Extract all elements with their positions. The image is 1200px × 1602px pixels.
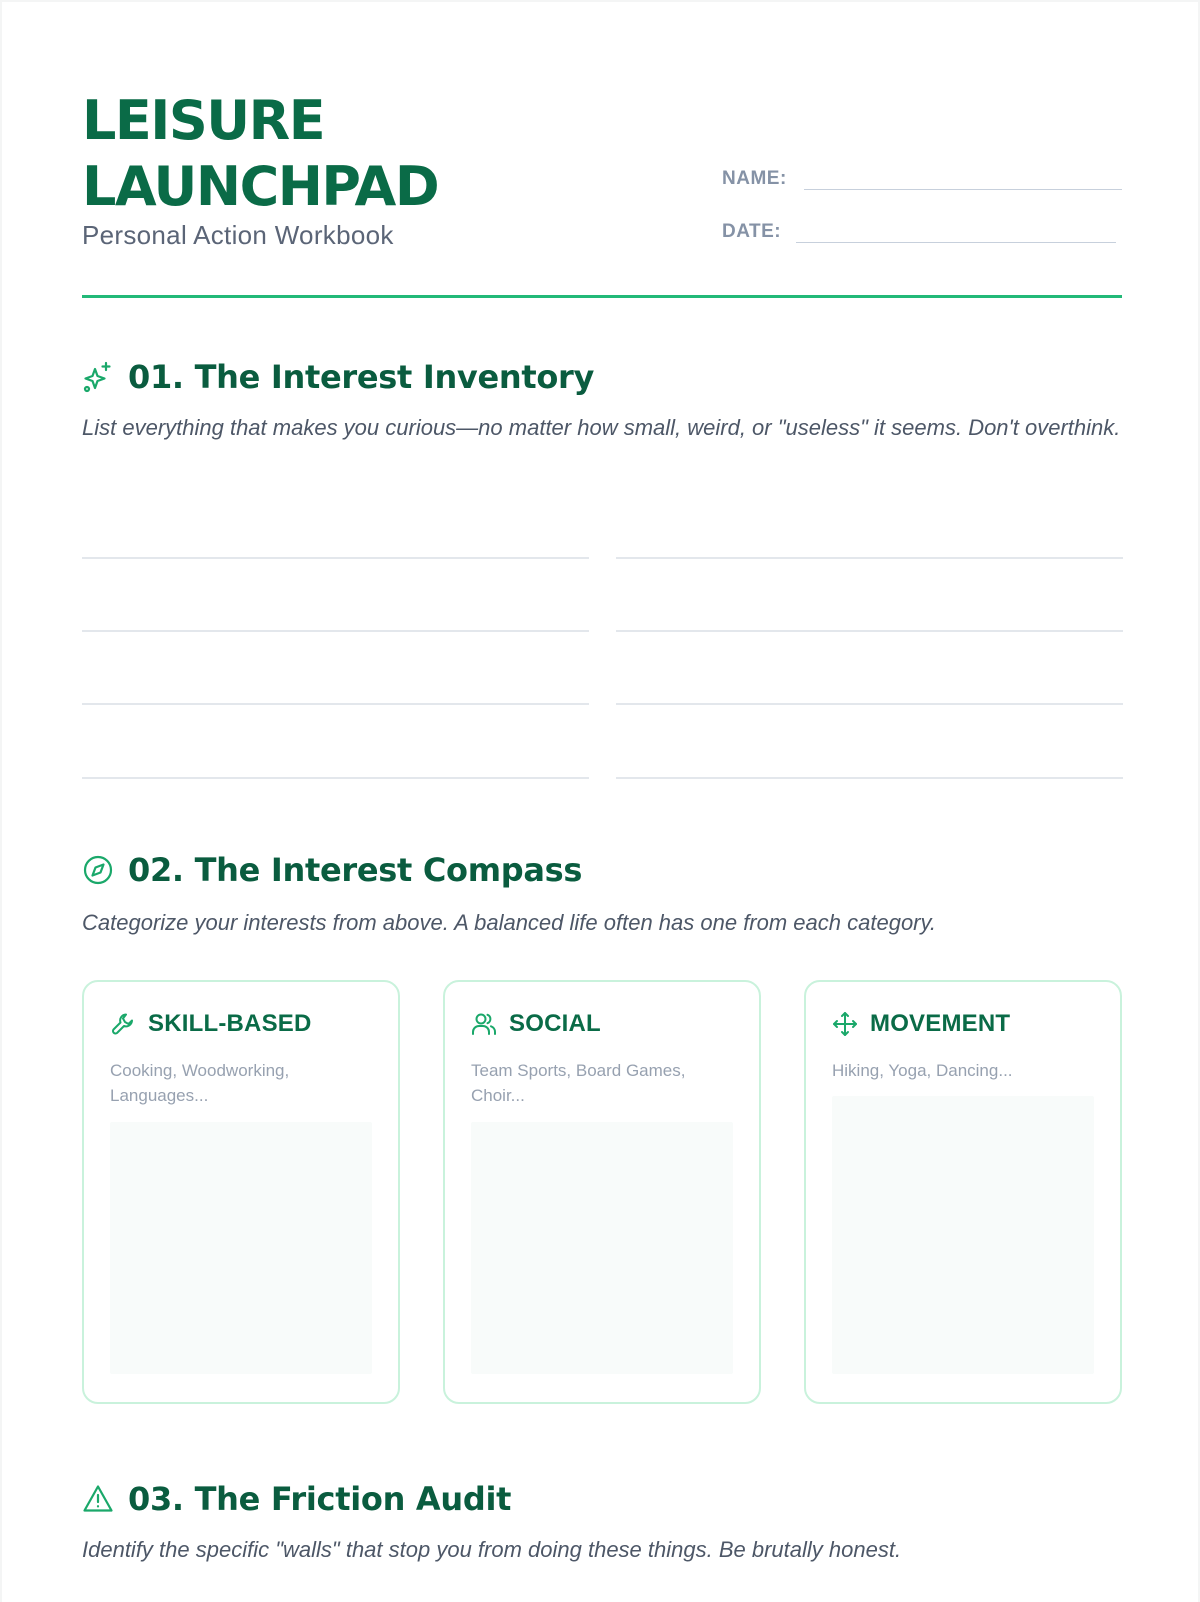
card-heading [110,1010,312,1038]
move-arrows-icon [832,1011,858,1037]
card-writing-area[interactable] [832,1096,1094,1374]
compass-icon [82,854,114,886]
compass-card-movement [804,980,1122,1404]
card-writing-area[interactable] [471,1122,733,1374]
section-3-description: Identify the specific "walls" that stop you from doing these things. Be brutally honest. [82,1537,902,1562]
section-1-heading [82,358,594,396]
inventory-line[interactable] [82,557,589,559]
inventory-line[interactable] [616,777,1123,779]
card-title: SKILL-BASED [148,1010,312,1037]
workbook-page [2,2,1198,1602]
inventory-line[interactable] [82,777,589,779]
page-subtitle: Personal Action Workbook [82,220,394,250]
title-line-1: LEISURE [82,89,325,152]
section-2-title: 02. The Interest Compass [128,851,583,889]
title-line-2: LAUNCHPAD [82,155,439,218]
card-title: MOVEMENT [870,1010,1011,1037]
header-divider [82,295,1122,298]
sparkles-icon [82,361,114,393]
card-examples: Team Sports, Board Games, Choir... [471,1061,686,1105]
inventory-line[interactable] [616,630,1123,632]
inventory-line[interactable] [82,630,589,632]
compass-card-social [443,980,761,1404]
inventory-line[interactable] [82,703,589,705]
date-row [722,221,1116,243]
date-field[interactable] [796,221,1116,243]
users-icon [471,1011,497,1037]
card-examples: Cooking, Woodworking, Languages... [110,1061,290,1105]
header [82,88,1122,298]
name-row [722,168,1122,190]
card-examples: Hiking, Yoga, Dancing... [832,1061,1013,1080]
card-title: SOCIAL [509,1010,601,1037]
compass-card-skill-based [82,980,400,1404]
date-label: DATE: [722,221,782,242]
wrench-icon [110,1011,136,1037]
name-field[interactable] [804,168,1122,190]
inventory-line[interactable] [616,557,1123,559]
card-heading [471,1010,601,1038]
section-2-heading [82,851,582,889]
page-title [82,88,1122,220]
section-2-description: Categorize your interests from above. A balanced life often has one from each category. [82,910,936,935]
section-3-heading [82,1480,511,1518]
warning-triangle-icon [82,1483,114,1515]
card-heading [832,1010,1010,1038]
section-1-title: 01. The Interest Inventory [128,358,595,396]
name-label: NAME: [722,168,787,189]
inventory-line[interactable] [616,703,1123,705]
card-writing-area[interactable] [110,1122,372,1374]
section-3-title: 03. The Friction Audit [128,1480,512,1518]
section-1-description: List everything that makes you curious—no matter how small, weird, or "useless" it seems. Don't overthink. [82,415,1121,440]
